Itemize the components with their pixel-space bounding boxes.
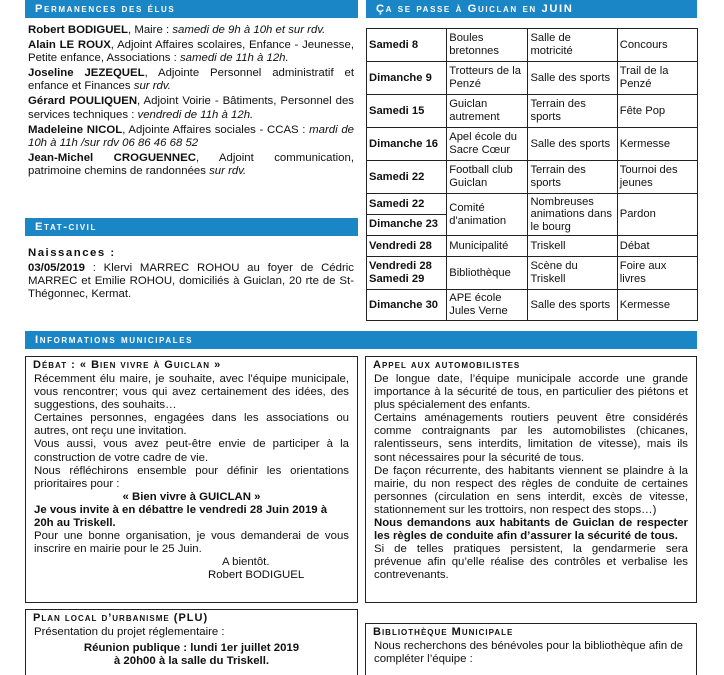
permanence-entry: Gérard POULIQUEN, Adjoint Voirie - Bâtiments, Personnel des services techniques : vendredi de 11h à 12h. [28, 95, 355, 121]
agenda-table [366, 28, 698, 321]
bibliotheque-body: Nous recherchons des bénévoles pour la bibliothèque afin de compléter l’équipe : [374, 640, 684, 666]
automobilistes-box [365, 356, 697, 603]
etat-civil-banner: Etat-civil [25, 218, 358, 236]
bibliotheque-box [365, 623, 697, 675]
permanence-entry: Alain LE ROUX, Adjoint Affaires scolaires, Enfance - Jeunesse, Petite enfance, Associations : samedi de 11h à 12h. [28, 39, 354, 65]
permanences-banner: Permanences des élus [25, 0, 358, 18]
table-row: Samedi 22 Football club Guiclan Terrain des sports Tournoi des jeunes [367, 161, 698, 194]
naissances-text: 03/05/2019 : Klervi MARREC ROHOU au foyer de Cédric MARREC et Emilie ROHOU, domiciliés à Guiclan, 20 rte de St-Thégonnec, Kermat. [28, 262, 354, 301]
automobilistes-body: De longue date, l’équipe municipale accorde une grande importance à la sécurité de tous, en particulier des piétons et plus spécialement des enfants. Certains aménagements routiers peuvent être considérés comme contraignants par les automobilistes (chicanes, ralentisseurs, sens interdits, limitation de vitesse), mais ils sont nécessaires pour la sécurité de tous. De façon récurrente, des habitants viennent se plaindre à la mairie, du non respect des règles de conduite de certaines personnes (circulation en sens interdit, excès de vitesse, stationnement sur les trottoirs, non respect des stops…) Nous demandons aux habitants de Guiclan de respecter les règles de conduite afin d’assurer la sécurité de tous. Si de telles pratiques persistent, la gendarmerie sera prévenue afin qu’elle réalise des contrôles et verbalise les contrevenants. [374, 373, 688, 582]
etat-civil-body [28, 247, 354, 301]
table-row: Vendredi 28 Municipalité Triskell Débat [367, 236, 698, 257]
plu-title: Plan local d’urbanisme (PLU) [33, 612, 209, 624]
table-row: Samedi 15 Guiclan autrement Terrain des sports Fête Pop [367, 95, 698, 128]
plu-box [25, 609, 358, 675]
bibliotheque-title: Bibliothèque Municipale [373, 626, 514, 638]
debat-title: Débat : « Bien vivre à Guiclan » [33, 359, 222, 371]
plu-body: Présentation du projet réglementaire : Réunion publique : lundi 1er juillet 2019 à 20h00 à la salle du Triskell. [34, 626, 300, 668]
debat-body: Récemment élu maire, je souhaite, avec l'équipe municipale, vous rencontrer; vous qui avez certainement des idées, des suggestions, des souhaits… Certaines personnes, engagées dans les associations ou autres, ont reçu une invitation. Vous aussi, vous avez peut-être envie de participer à la construction de votre cadre de vie. Nous réfléchirons ensemble pour définir les orientations prioritaires pour : « Bien vivre à GUICLAN » Je vous invite à en débattre le vendredi 28 Juin 2019 à 20h au Triskell. Pour une bonne organisation, je vous demanderai de vous inscrire en mairie pour le 25 Juin. A bientôt. Robert BODIGUEL [34, 373, 349, 582]
permanence-entry: Madeleine NICOL, Adjointe Affaires sociales - CCAS : mardi de 10h à 11h /sur rdv 06 86 46 68 52 [28, 123, 354, 149]
table-row: Dimanche 9 Trotteurs de la Penzé Salle des sports Trail de la Penzé [367, 62, 698, 95]
permanence-entry: Joseline JEZEQUEL, Adjointe Personnel administratif et enfance et Finances sur rdv. [28, 67, 354, 93]
permanence-entry: Robert BODIGUEL, Maire : samedi de 9h à 10h et sur rdv. [28, 24, 326, 36]
infos-banner: Informations municipales [25, 331, 697, 349]
automobilistes-title: Appel aux automobilistes [373, 359, 521, 371]
table-row: Dimanche 30 APE école Jules Verne Salle des sports Kermesse [367, 290, 698, 321]
table-row: Dimanche 16 Apel école du Sacre Cœur Salle des sports Kermesse [367, 128, 698, 161]
permanence-entry: Jean-Michel CROGUENNEC, Adjoint communication, patrimoine chemins de randonnées sur rdv. [28, 151, 354, 177]
agenda-banner: Ça se passe à Guiclan en JUIN [366, 0, 697, 18]
debat-box [25, 356, 358, 603]
table-row: Samedi 8 Boules bretonnes Salle de motricité Concours [367, 29, 698, 62]
permanences-list [28, 24, 354, 178]
table-row: Samedi 22 Dimanche 23 Comité d'animation Nombreuses animations dans le bourg Pardon [367, 194, 698, 236]
table-row: Vendredi 28 Samedi 29 Bibliothèque Scène du Triskell Foire aux livres [367, 257, 698, 290]
naissances-label: Naissances : [28, 247, 116, 259]
